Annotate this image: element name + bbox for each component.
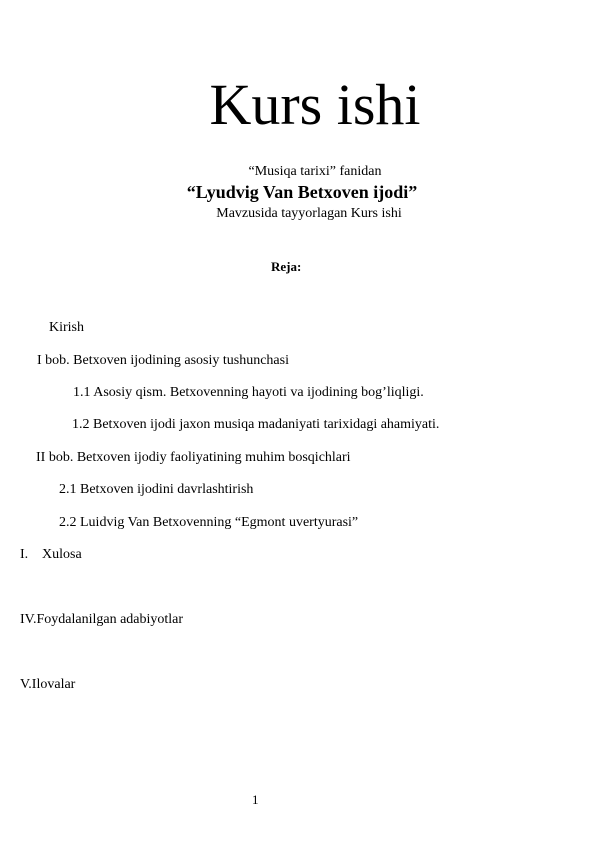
toc-item-conclusion: Xulosa — [42, 547, 82, 562]
topic-title: “Lyudvig Van Betxoven ijodi” — [186, 182, 418, 202]
toc-item-conclusion-marker: I. — [20, 547, 29, 562]
toc-item-chapter-1: I bob. Betxoven ijodining asosiy tushunchasi — [37, 353, 289, 368]
toc-item-references: IV.Foydalanilgan adabiyotlar — [20, 612, 184, 627]
toc-item-chapter-2: II bob. Betxoven ijodiy faoliyatining muhim bosqichlari — [36, 450, 351, 465]
page-number: 1 — [252, 792, 259, 807]
toc-item-section-2-1: 2.1 Betxoven ijodini davrlashtirish — [59, 482, 254, 497]
toc-item-section-1-2: 1.2 Betxoven ijodi jaxon musiqa madaniyati tarixidagi ahamiyati. — [72, 417, 440, 432]
toc-item-section-2-2: 2.2 Luidvig Van Betxovenning “Egmont uvertyurasi” — [59, 515, 359, 530]
toc-item-section-1-1: 1.1 Asosiy qism. Betxovenning hayoti va ijodining bog’liqligi. — [73, 385, 424, 400]
toc-item-appendices: V.Ilovalar — [20, 677, 76, 692]
toc-item-introduction: Kirish — [49, 320, 84, 335]
topic-note: Mavzusida tayyorlagan Kurs ishi — [216, 206, 402, 221]
subject-line: “Musiqa tarixi” fanidan — [248, 164, 382, 179]
plan-heading: Reja: — [271, 259, 302, 274]
page-title: Kurs ishi — [209, 72, 421, 137]
